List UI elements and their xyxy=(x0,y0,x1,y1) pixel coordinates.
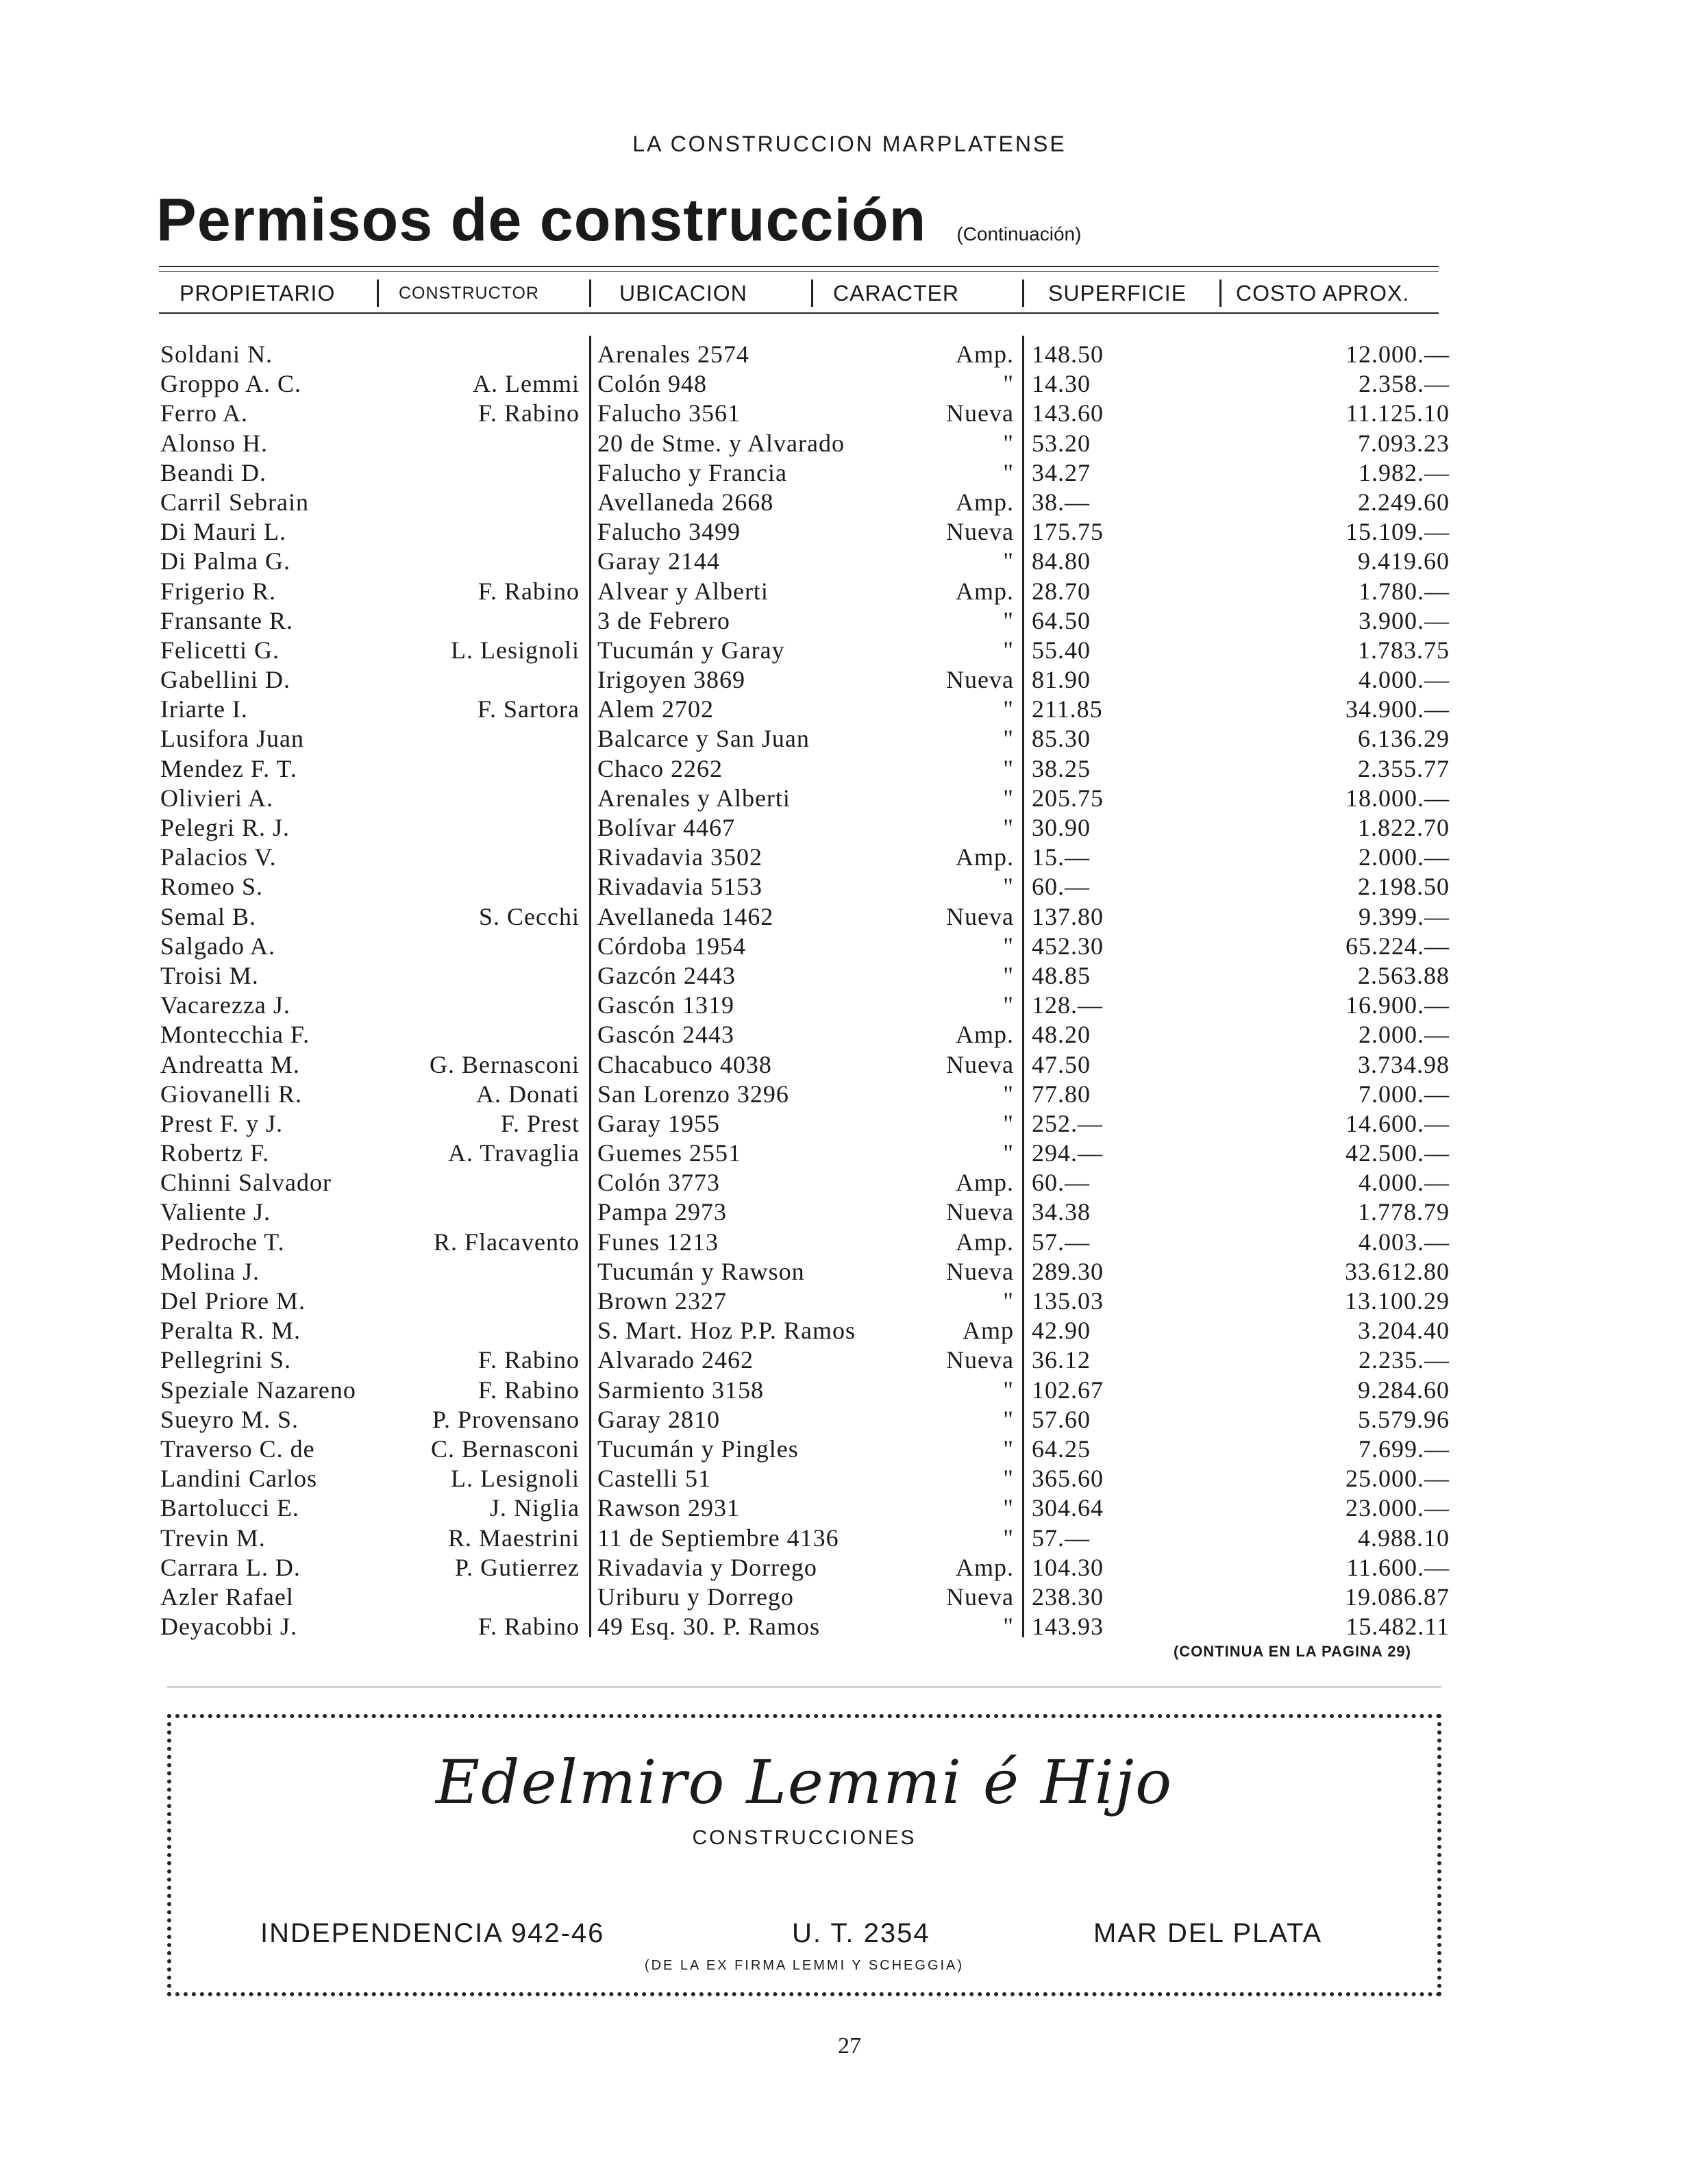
cell-costo: 1.778.79 xyxy=(1358,1198,1450,1226)
cell-costo: 4.003.— xyxy=(1359,1228,1450,1256)
cell-superficie: 30.90 xyxy=(1032,814,1091,841)
cell-superficie: 34.27 xyxy=(1032,458,1091,486)
cell-ubicacion: Falucho y Francia xyxy=(597,458,787,486)
cell-caracter: " xyxy=(1003,784,1014,812)
cell-propietario: Landini Carlos xyxy=(160,1465,317,1493)
cell-superficie: 365.60 xyxy=(1032,1465,1104,1493)
cell-superficie: 289.30 xyxy=(1032,1257,1104,1285)
cell-ubicacion: Tucumán y Rawson xyxy=(597,1257,805,1285)
cell-superficie: 57.— xyxy=(1032,1228,1090,1256)
cell-constructor: F. Rabino xyxy=(478,577,580,605)
cell-propietario: Troisi M. xyxy=(160,961,259,989)
cell-ubicacion: Falucho 3561 xyxy=(597,399,741,427)
cell-costo: 7.093.23 xyxy=(1358,429,1450,457)
cell-costo: 1.982.— xyxy=(1359,458,1450,486)
ad-phone: U. T. 2354 xyxy=(792,1918,930,1948)
column-propietario xyxy=(160,340,356,1641)
cell-constructor: P. Gutierrez xyxy=(455,1553,580,1581)
cell-constructor: F. Sartora xyxy=(477,695,580,723)
cell-superficie: 47.50 xyxy=(1032,1050,1091,1078)
cell-caracter: Amp. xyxy=(956,1228,1014,1256)
cell-propietario: Del Priore M. xyxy=(160,1287,306,1315)
cell-propietario: Di Mauri L. xyxy=(160,518,286,546)
cell-ubicacion: Alem 2702 xyxy=(597,695,714,723)
cell-caracter: " xyxy=(1003,725,1014,753)
cell-propietario: Semal B. xyxy=(160,902,256,930)
cell-costo: 2.198.50 xyxy=(1358,873,1450,901)
cell-caracter: Amp. xyxy=(956,843,1014,871)
cell-superficie: 85.30 xyxy=(1032,725,1091,753)
cell-caracter: Nueva xyxy=(946,1198,1014,1226)
cell-superficie: 34.38 xyxy=(1032,1198,1091,1226)
cell-constructor xyxy=(384,932,580,961)
ad-note: (DE LA EX FIRMA LEMMI Y SCHEGGIA) xyxy=(644,1958,965,1973)
cell-constructor: F. Rabino xyxy=(478,399,580,427)
cell-constructor: J. Niglia xyxy=(490,1494,580,1522)
cell-ubicacion: Rivadavia y Dorrego xyxy=(597,1553,817,1581)
cell-constructor xyxy=(384,517,580,547)
running-head: LA CONSTRUCCION MARPLATENSE xyxy=(632,132,1067,156)
cell-constructor xyxy=(384,1287,580,1316)
cell-constructor xyxy=(384,429,580,458)
cell-propietario: Montecchia F. xyxy=(160,1021,310,1049)
cell-superficie: 175.75 xyxy=(1032,518,1104,546)
cell-costo: 4.988.10 xyxy=(1358,1524,1450,1552)
cell-costo: 11.125.10 xyxy=(1345,399,1450,427)
cell-caracter: " xyxy=(1003,1524,1014,1552)
cell-propietario: Pedroche T. xyxy=(160,1228,285,1256)
cell-caracter: Amp. xyxy=(956,488,1014,516)
cell-superficie: 137.80 xyxy=(1032,902,1104,930)
cell-ubicacion: 11 de Septiembre 4136 xyxy=(597,1524,839,1552)
cell-superficie: 57.— xyxy=(1032,1524,1090,1552)
column-divider-ubicacion xyxy=(589,336,591,1637)
cell-superficie: 55.40 xyxy=(1032,636,1091,664)
cell-costo: 2.249.60 xyxy=(1358,488,1450,516)
header-superficie: SUPERFICIE xyxy=(1048,281,1187,306)
cell-costo: 25.000.— xyxy=(1345,1465,1450,1493)
cell-ubicacion: Pampa 2973 xyxy=(597,1198,727,1226)
cell-costo: 2.355.77 xyxy=(1358,754,1450,782)
cell-superficie: 48.85 xyxy=(1032,961,1091,989)
cell-constructor xyxy=(384,1020,580,1050)
cell-costo: 42.500.— xyxy=(1345,1139,1450,1167)
cell-caracter: Amp xyxy=(963,1317,1014,1345)
cell-ubicacion: Bolívar 4467 xyxy=(597,814,735,841)
cell-ubicacion: Guemes 2551 xyxy=(597,1139,741,1167)
cell-costo: 5.579.96 xyxy=(1358,1405,1450,1433)
cell-superficie: 38.— xyxy=(1032,488,1090,516)
cell-caracter: Nueva xyxy=(946,1346,1014,1374)
cell-constructor xyxy=(384,754,580,784)
cell-costo: 34.900.— xyxy=(1345,695,1450,723)
cell-propietario: Frigerio R. xyxy=(160,577,276,605)
cell-ubicacion: Gazcón 2443 xyxy=(597,961,736,989)
cell-caracter: " xyxy=(1003,754,1014,782)
cell-caracter: " xyxy=(1003,606,1014,634)
cell-caracter: " xyxy=(1003,1376,1014,1404)
cell-propietario: Di Palma G. xyxy=(160,547,290,575)
cell-propietario: Bartolucci E. xyxy=(160,1494,299,1522)
cell-costo: 15.109.— xyxy=(1345,518,1450,546)
header-divider xyxy=(1219,280,1221,307)
cell-superficie: 294.— xyxy=(1032,1139,1103,1167)
cell-constructor xyxy=(384,872,580,902)
cell-costo: 7.000.— xyxy=(1359,1080,1450,1108)
cell-constructor xyxy=(384,665,580,695)
cell-ubicacion: Avellaneda 1462 xyxy=(597,902,774,930)
cell-caracter: " xyxy=(1003,695,1014,723)
cell-costo: 7.699.— xyxy=(1359,1435,1450,1463)
cell-caracter: " xyxy=(1003,1139,1014,1167)
title-block xyxy=(156,185,1081,255)
cell-constructor xyxy=(384,991,580,1020)
cell-constructor: P. Provensano xyxy=(432,1405,580,1433)
cell-caracter: Amp. xyxy=(956,340,1014,368)
cell-constructor: L. Lesignoli xyxy=(451,1465,580,1493)
cell-propietario: Iriarte I. xyxy=(160,695,248,723)
cell-caracter: Amp. xyxy=(956,577,1014,605)
cell-constructor: A. Donati xyxy=(476,1080,580,1108)
cell-caracter: " xyxy=(1003,991,1014,1019)
cell-propietario: Pelegri R. J. xyxy=(160,814,290,841)
cell-caracter: Amp. xyxy=(956,1169,1014,1197)
cell-superficie: 148.50 xyxy=(1032,340,1104,368)
cell-superficie: 60.— xyxy=(1032,1169,1090,1197)
cell-ubicacion: Tucumán y Pingles xyxy=(597,1435,799,1463)
header-rule-bottom xyxy=(159,312,1439,314)
cell-constructor: A. Lemmi xyxy=(473,370,580,398)
cell-superficie: 81.90 xyxy=(1032,666,1091,694)
cell-propietario: Giovanelli R. xyxy=(160,1080,302,1108)
cell-constructor: F. Rabino xyxy=(478,1376,580,1404)
cell-propietario: Prest F. y J. xyxy=(160,1109,284,1137)
cell-superficie: 143.60 xyxy=(1032,399,1104,427)
cell-caracter: Nueva xyxy=(946,666,1014,694)
cell-propietario: Traverso C. de xyxy=(160,1435,315,1463)
cell-ubicacion: Chacabuco 4038 xyxy=(597,1050,772,1078)
cell-constructor: L. Lesignoli xyxy=(451,636,580,664)
cell-ubicacion: San Lorenzo 3296 xyxy=(597,1080,789,1108)
cell-superficie: 84.80 xyxy=(1032,547,1091,575)
cell-propietario: Ferro A. xyxy=(160,399,248,427)
page-number: 27 xyxy=(838,2033,861,2059)
cell-constructor xyxy=(384,458,580,488)
cell-ubicacion: Rivadavia 5153 xyxy=(597,873,762,901)
cell-caracter: " xyxy=(1003,1435,1014,1463)
cell-ubicacion: Sarmiento 3158 xyxy=(597,1376,764,1404)
cell-caracter: " xyxy=(1003,370,1014,398)
cell-constructor xyxy=(384,1168,580,1198)
cell-ubicacion: Alvarado 2462 xyxy=(597,1346,754,1374)
cell-costo: 33.612.80 xyxy=(1345,1257,1450,1285)
header-divider xyxy=(1022,280,1024,307)
cell-costo: 14.600.— xyxy=(1345,1109,1450,1137)
cell-constructor: R. Flacavento xyxy=(434,1228,580,1256)
cell-caracter: " xyxy=(1003,547,1014,575)
cell-caracter: Amp. xyxy=(956,1553,1014,1581)
cell-caracter: Nueva xyxy=(946,518,1014,546)
cell-caracter: " xyxy=(1003,1080,1014,1108)
cell-constructor: R. Maestrini xyxy=(448,1524,580,1552)
cell-propietario: Olivieri A. xyxy=(160,784,273,812)
cell-ubicacion: Gascón 1319 xyxy=(597,991,734,1019)
cell-ubicacion: 3 de Febrero xyxy=(597,606,730,634)
cell-ubicacion: Chaco 2262 xyxy=(597,754,723,782)
cell-ubicacion: S. Mart. Hoz P.P. Ramos xyxy=(597,1317,856,1345)
cell-propietario: Gabellini D. xyxy=(160,666,290,694)
cell-constructor xyxy=(384,1198,580,1227)
cell-superficie: 28.70 xyxy=(1032,577,1091,605)
column-costo xyxy=(1226,340,1450,1641)
header-propietario: PROPIETARIO xyxy=(179,281,336,306)
cell-ubicacion: 20 de Stme. y Alvarado xyxy=(597,429,845,457)
cell-caracter: " xyxy=(1003,932,1014,960)
cell-costo: 16.900.— xyxy=(1345,991,1450,1019)
cell-ubicacion: Castelli 51 xyxy=(597,1465,711,1493)
cell-propietario: Fransante R. xyxy=(160,606,293,634)
cell-constructor: F. Rabino xyxy=(478,1613,580,1641)
cell-costo: 13.100.29 xyxy=(1345,1287,1450,1315)
cell-caracter: " xyxy=(1003,1613,1014,1641)
ad-city: MAR DEL PLATA xyxy=(1093,1918,1323,1948)
cell-superficie: 38.25 xyxy=(1032,754,1091,782)
cell-caracter: Nueva xyxy=(946,1257,1014,1285)
cell-constructor: F. Rabino xyxy=(478,1346,580,1374)
cell-ubicacion: Colón 3773 xyxy=(597,1169,721,1197)
cell-caracter: " xyxy=(1003,814,1014,841)
cell-propietario: Valiente J. xyxy=(160,1198,271,1226)
cell-superficie: 48.20 xyxy=(1032,1021,1091,1049)
cell-propietario: Palacios V. xyxy=(160,843,277,871)
cell-superficie: 452.30 xyxy=(1032,932,1104,960)
cell-constructor: F. Prest xyxy=(500,1109,580,1137)
cell-propietario: Soldani N. xyxy=(160,340,273,368)
cell-superficie: 205.75 xyxy=(1032,784,1104,812)
cell-constructor: C. Bernasconi xyxy=(431,1435,580,1463)
cell-costo: 6.136.29 xyxy=(1358,725,1450,753)
cell-ubicacion: Falucho 3499 xyxy=(597,518,741,546)
cell-propietario: Groppo A. C. xyxy=(160,370,302,398)
cell-constructor xyxy=(384,1316,580,1345)
cell-costo: 1.780.— xyxy=(1359,577,1450,605)
cell-ubicacion: Tucumán y Garay xyxy=(597,636,785,664)
cell-propietario: Pellegrini S. xyxy=(160,1346,291,1374)
cell-costo: 23.000.— xyxy=(1345,1494,1450,1522)
cell-superficie: 304.64 xyxy=(1032,1494,1104,1522)
header-rule-top xyxy=(159,266,1439,267)
cell-costo: 9.419.60 xyxy=(1358,547,1450,575)
cell-ubicacion: Alvear y Alberti xyxy=(597,577,769,605)
header-divider xyxy=(811,280,813,307)
cell-constructor xyxy=(384,724,580,754)
cell-costo: 2.358.— xyxy=(1359,370,1450,398)
column-caracter xyxy=(891,340,1014,1641)
cell-ubicacion: Garay 2810 xyxy=(597,1405,720,1433)
cell-caracter: " xyxy=(1003,1405,1014,1433)
cell-propietario: Peralta R. M. xyxy=(160,1317,301,1345)
cell-costo: 2.000.— xyxy=(1359,1021,1450,1049)
cell-constructor xyxy=(384,961,580,991)
cell-constructor: A. Travaglia xyxy=(448,1139,580,1167)
header-divider xyxy=(377,280,379,307)
ad-subtitle: CONSTRUCCIONES xyxy=(692,1826,917,1849)
cell-costo: 12.000.— xyxy=(1345,340,1450,368)
cell-costo: 65.224.— xyxy=(1345,932,1450,960)
ad-company-name: Edelmiro Lemmi é Hijo xyxy=(435,1747,1174,1817)
cell-constructor xyxy=(384,843,580,872)
cell-superficie: 64.25 xyxy=(1032,1435,1091,1463)
cell-caracter: " xyxy=(1003,1109,1014,1137)
cell-constructor xyxy=(384,488,580,517)
cell-superficie: 211.85 xyxy=(1032,695,1103,723)
cell-constructor xyxy=(384,1583,580,1612)
cell-propietario: Sueyro M. S. xyxy=(160,1405,299,1433)
header-divider xyxy=(589,280,591,307)
cell-constructor xyxy=(384,1257,580,1287)
column-divider-superficie xyxy=(1022,336,1024,1637)
cell-superficie: 135.03 xyxy=(1032,1287,1104,1315)
cell-caracter: " xyxy=(1003,1465,1014,1493)
header-costo: COSTO APROX. xyxy=(1236,281,1410,306)
header-ubicacion: UBICACION xyxy=(619,281,747,306)
cell-ubicacion: Uriburu y Dorrego xyxy=(597,1583,794,1611)
cell-costo: 1.822.70 xyxy=(1358,814,1450,841)
header-rule-top-2 xyxy=(159,271,1439,272)
column-ubicacion xyxy=(597,340,856,1641)
page-title: Permisos de construcción xyxy=(156,186,927,253)
cell-caracter: Nueva xyxy=(946,1050,1014,1078)
page-subtitle: (Continuación) xyxy=(956,223,1082,245)
cell-propietario: Speziale Nazareno xyxy=(160,1376,356,1404)
cell-propietario: Chinni Salvador xyxy=(160,1169,332,1197)
cell-costo: 19.086.87 xyxy=(1345,1583,1450,1611)
cell-caracter: " xyxy=(1003,1287,1014,1315)
cell-ubicacion: 49 Esq. 30. P. Ramos xyxy=(597,1613,821,1641)
cell-caracter: Nueva xyxy=(946,1583,1014,1611)
ad-address: INDEPENDENCIA 942-46 xyxy=(260,1918,605,1948)
cell-propietario: Deyacobbi J. xyxy=(160,1613,297,1641)
cell-superficie: 143.93 xyxy=(1032,1613,1104,1641)
cell-propietario: Alonso H. xyxy=(160,429,269,457)
cell-ubicacion: Colón 948 xyxy=(597,370,708,398)
column-constructor xyxy=(384,340,580,1641)
cell-constructor xyxy=(384,606,580,636)
cell-ubicacion: Brown 2327 xyxy=(597,1287,727,1315)
cell-caracter: " xyxy=(1003,458,1014,486)
cell-superficie: 77.80 xyxy=(1032,1080,1091,1108)
cell-caracter: " xyxy=(1003,873,1014,901)
cell-propietario: Vacarezza J. xyxy=(160,991,290,1019)
cell-ubicacion: Córdoba 1954 xyxy=(597,932,746,960)
cell-costo: 18.000.— xyxy=(1345,784,1450,812)
cell-costo: 4.000.— xyxy=(1359,1169,1450,1197)
cell-superficie: 53.20 xyxy=(1032,429,1091,457)
cell-ubicacion: Irigoyen 3869 xyxy=(597,666,745,694)
cell-ubicacion: Garay 1955 xyxy=(597,1109,720,1137)
cell-costo: 9.284.60 xyxy=(1358,1376,1450,1404)
cell-superficie: 36.12 xyxy=(1032,1346,1091,1374)
cell-caracter: " xyxy=(1003,961,1014,989)
cell-superficie: 64.50 xyxy=(1032,606,1091,634)
cell-superficie: 102.67 xyxy=(1032,1376,1104,1404)
cell-constructor xyxy=(384,547,580,576)
cell-constructor xyxy=(384,784,580,813)
cell-ubicacion: Funes 1213 xyxy=(597,1228,719,1256)
cell-superficie: 60.— xyxy=(1032,873,1090,901)
cell-superficie: 238.30 xyxy=(1032,1583,1104,1611)
cell-propietario: Trevin M. xyxy=(160,1524,266,1552)
cell-costo: 1.783.75 xyxy=(1358,636,1450,664)
cell-costo: 3.204.40 xyxy=(1358,1317,1450,1345)
cell-ubicacion: Arenales y Alberti xyxy=(597,784,791,812)
cell-propietario: Andreatta M. xyxy=(160,1050,300,1078)
cell-caracter: Nueva xyxy=(946,902,1014,930)
cell-costo: 4.000.— xyxy=(1359,666,1450,694)
cell-constructor: G. Bernasconi xyxy=(430,1050,580,1078)
cell-propietario: Felicetti G. xyxy=(160,636,280,664)
cell-superficie: 15.— xyxy=(1032,843,1090,871)
continued-note: (CONTINUA EN LA PAGINA 29) xyxy=(1173,1643,1411,1660)
cell-propietario: Romeo S. xyxy=(160,873,264,901)
cell-costo: 11.600.— xyxy=(1346,1553,1450,1581)
cell-ubicacion: Gascón 2443 xyxy=(597,1021,734,1049)
cell-costo: 3.734.98 xyxy=(1358,1050,1450,1078)
cell-propietario: Robertz F. xyxy=(160,1139,270,1167)
cell-superficie: 57.60 xyxy=(1032,1405,1091,1433)
cell-costo: 3.900.— xyxy=(1359,606,1450,634)
cell-superficie: 14.30 xyxy=(1032,370,1091,398)
cell-caracter: " xyxy=(1003,636,1014,664)
cell-caracter: Amp. xyxy=(956,1021,1014,1049)
cell-costo: 9.399.— xyxy=(1359,902,1450,930)
cell-propietario: Salgado A. xyxy=(160,932,275,960)
cell-costo: 2.000.— xyxy=(1359,843,1450,871)
cell-propietario: Lusifora Juan xyxy=(160,725,304,753)
cell-superficie: 42.90 xyxy=(1032,1317,1091,1345)
cell-ubicacion: Avellaneda 2668 xyxy=(597,488,774,516)
advertisement xyxy=(167,1714,1441,1996)
cell-costo: 2.563.88 xyxy=(1358,961,1450,989)
cell-superficie: 104.30 xyxy=(1032,1553,1104,1581)
cell-caracter: " xyxy=(1003,429,1014,457)
cell-caracter: " xyxy=(1003,1494,1014,1522)
cell-constructor: S. Cecchi xyxy=(479,902,580,930)
cell-superficie: 252.— xyxy=(1032,1109,1103,1137)
cell-ubicacion: Rivadavia 3502 xyxy=(597,843,762,871)
cell-propietario: Molina J. xyxy=(160,1257,260,1285)
cell-costo: 2.235.— xyxy=(1359,1346,1450,1374)
cell-constructor xyxy=(384,813,580,843)
cell-caracter: Nueva xyxy=(946,399,1014,427)
cell-propietario: Azler Rafael xyxy=(160,1583,294,1611)
cell-propietario: Carril Sebrain xyxy=(160,488,309,516)
cell-ubicacion: Arenales 2574 xyxy=(597,340,749,368)
cell-ubicacion: Rawson 2931 xyxy=(597,1494,740,1522)
cell-superficie: 128.— xyxy=(1032,991,1103,1019)
cell-propietario: Carrara L. D. xyxy=(160,1553,301,1581)
cell-ubicacion: Balcarce y San Juan xyxy=(597,725,810,753)
cell-constructor xyxy=(384,340,580,369)
cell-propietario: Mendez F. T. xyxy=(160,754,297,782)
cell-costo: 15.482.11 xyxy=(1345,1613,1450,1641)
column-superficie xyxy=(1032,340,1104,1641)
header-constructor: CONSTRUCTOR xyxy=(399,284,539,303)
cell-ubicacion: Garay 2144 xyxy=(597,547,720,575)
cell-propietario: Beandi D. xyxy=(160,458,266,486)
header-caracter: CARACTER xyxy=(833,281,960,306)
